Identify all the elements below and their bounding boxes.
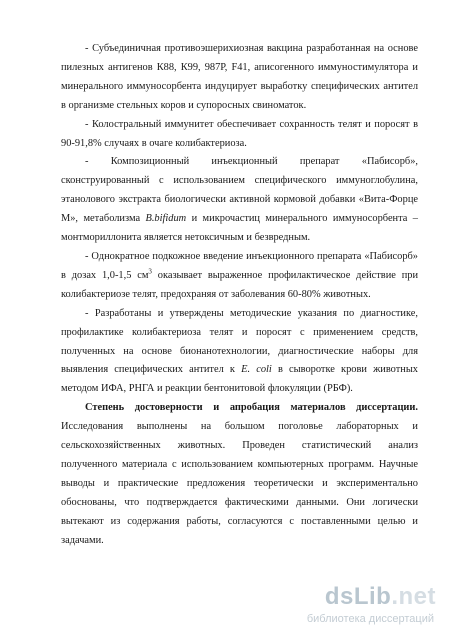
paragraph-reliability-text: Исследования выполнены на большом поголовье лабораторных и сельскохозяйственных животных. Проведен статистический анализ полученного материала с использованием компьютерных программ. Научные выводы и практические предложения теоретически и экспериментально обоснованы, что подтверждается фактическими данными. Они логически вытекают из содержания работы, согласуются с поставленными целью и задачами. [61,421,418,546]
ecoli-italic: E. coli [241,364,272,376]
paragraph-reliability [61,399,418,550]
dslib-logo [325,583,436,611]
bifidum-italic: B.bifidum [145,213,187,225]
paragraph-pabisorb-dose [61,248,418,305]
paragraph-pabisorb-composition [61,153,418,248]
dslib-caption: библиотека диссертаций [306,613,434,625]
paragraph-colostral-immunity [61,116,418,154]
paragraph-vaccine-text: - Субъединичная противоэшерихиозная вакцина разработанная на основе пилезных антигенов К88, К99, 987Р, F41, аписогенного иммуностимулятора и минерального иммуносорбента индуцирует выработку специфических антител в организме стельных коров и супоросных свиноматок. [61,43,418,111]
paragraph-dose-text-b: оказывает выраженное профилактическое действие при колибактериозе телят, предохраняя от заболевания 60-80% животных. [61,269,419,300]
paragraph-guidelines-text-b: в сыворотке крови животных методом ИФА, РНГА и реакции бентонитовой флокуляции (РБФ). [61,364,418,395]
paragraph-vaccine [61,40,418,116]
paragraph-guidelines [61,305,418,400]
dslib-watermark [306,583,436,629]
reliability-heading: Степень достоверности и апробация материалов диссертации. [85,402,418,414]
paragraph-pabisorb-text-b: и микрочастиц минерального иммуносорбента – монтмориллонита является нетоксичным и безвредным. [61,213,418,244]
paragraph-pabisorb-text-a: - Композиционный инъекционный препарат «Пабисорб», сконструированный с использованием специфического иммуноглобулина, этанолового экстракта биологически активной кормовой добавки «Вита-Форце М», метаболизма [61,156,418,225]
document-page [61,40,418,550]
paragraph-colostral-text: - Колостральный иммунитет обеспечивает сохранность телят и поросят в 90-91,8% случаях в очаге колибактериоза. [61,118,418,149]
dslib-logo-main: dsLib [324,583,392,610]
paragraph-dose-text-a: - Однократное подкожное введение инъекционного препарата «Пабисорб» в дозах 1,0-1,5 см [61,250,418,281]
dose-unit-superscript: 3 [148,267,152,276]
paragraph-guidelines-text-a: - Разработаны и утверждены методические указания по диагностике, профилактике колибактериоза телят и поросят с применением средств, полученных на основе бионанотехнологии, диагностические наборы для выявления специфических антител к [61,307,418,376]
dslib-logo-tld: .net [391,583,436,610]
